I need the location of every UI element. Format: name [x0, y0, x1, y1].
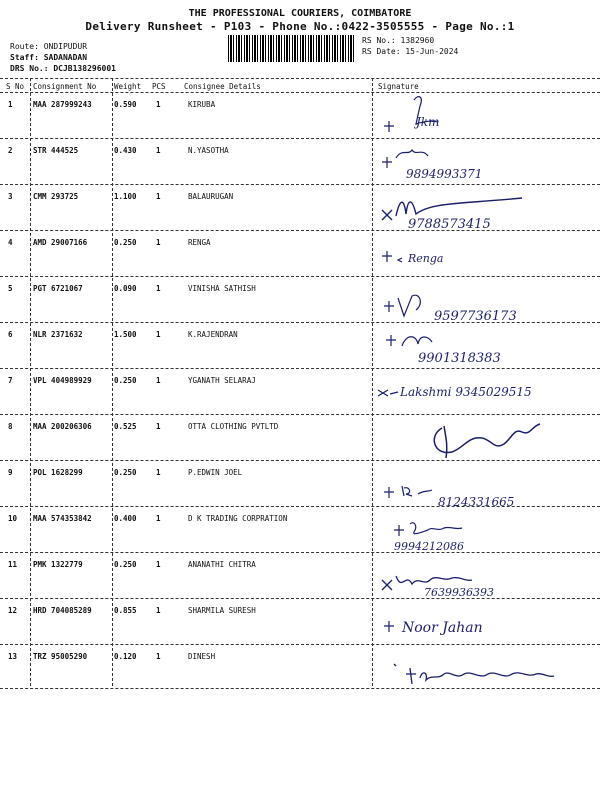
- signature-image: [372, 276, 600, 322]
- row-separator: [0, 368, 600, 369]
- row-pcs: 1: [156, 192, 161, 201]
- col-header-consignee: Consignee Details: [184, 82, 261, 91]
- row-separator: [0, 644, 600, 645]
- signature-image: [372, 460, 600, 506]
- row-signature: [372, 368, 600, 414]
- table-row: [0, 368, 600, 414]
- row-sno: 6: [8, 330, 13, 339]
- runsheet-header-title: THE PROFESSIONAL COURIERS, COIMBATORE: [188, 8, 412, 19]
- row-signature: [372, 460, 600, 506]
- header-rule-top: [0, 78, 600, 79]
- row-consignee: KIRUBA: [188, 100, 216, 109]
- staff-label: Staff: SADANADAN: [10, 53, 88, 62]
- table-row: [0, 92, 600, 138]
- row-separator: [0, 138, 600, 139]
- row-sno: 2: [8, 146, 13, 155]
- row-weight: 1.100: [114, 192, 137, 201]
- row-consignee: BALAURUGAN: [188, 192, 234, 201]
- table-row: [0, 552, 600, 598]
- row-pcs: 1: [156, 284, 161, 293]
- row-consignment: VPL 404989929: [33, 376, 92, 385]
- row-weight: 0.250: [114, 468, 137, 477]
- row-signature: [372, 552, 600, 598]
- signature-image: [372, 138, 600, 184]
- row-signature: [372, 92, 600, 138]
- row-sno: 5: [8, 284, 13, 293]
- row-sno: 1: [8, 100, 13, 109]
- row-sno: 3: [8, 192, 13, 201]
- row-separator: [0, 506, 600, 507]
- col-header-signature: Signature: [378, 82, 419, 91]
- row-consignment: MAA 200206306: [33, 422, 92, 431]
- row-sno: 11: [8, 560, 18, 569]
- col-header-pcs: PCS: [152, 82, 166, 91]
- row-consignment: MAA 287999243: [33, 100, 92, 109]
- row-consignment: MAA 574353842: [33, 514, 92, 523]
- row-signature: [372, 322, 600, 368]
- row-pcs: 1: [156, 652, 161, 661]
- table-row: [0, 506, 600, 552]
- row-weight: 0.090: [114, 284, 137, 293]
- row-consignment: POL 1628299: [33, 468, 83, 477]
- row-weight: 0.120: [114, 652, 137, 661]
- row-consignee: YGANATH SELARAJ: [188, 376, 256, 385]
- row-consignee: RENGA: [188, 238, 211, 247]
- signature-image: [372, 92, 600, 138]
- row-separator: [0, 276, 600, 277]
- signature-image: [372, 598, 600, 644]
- row-weight: 0.250: [114, 238, 137, 247]
- row-pcs: 1: [156, 560, 161, 569]
- svg-text:7639936393: 7639936393: [424, 586, 494, 598]
- row-signature: [372, 506, 600, 552]
- svg-text:Lakshmi 9345029515: Lakshmi 9345029515: [400, 385, 532, 399]
- signature-image: [372, 414, 600, 460]
- svg-text:Renga: Renga: [408, 252, 444, 265]
- row-weight: 0.525: [114, 422, 137, 431]
- signature-image: [372, 322, 600, 368]
- row-pcs: 1: [156, 376, 161, 385]
- row-consignee: ANANATHI CHITRA: [188, 560, 256, 569]
- row-weight: 0.590: [114, 100, 137, 109]
- row-consignee: N.YASOTHA: [188, 146, 229, 155]
- row-separator: [0, 184, 600, 185]
- row-pcs: 1: [156, 330, 161, 339]
- row-sno: 12: [8, 606, 18, 615]
- rs-date: RS Date: 15-Jun-2024: [362, 47, 459, 56]
- signature-image: [372, 230, 600, 276]
- row-consignment: AMD 29007166: [33, 238, 88, 247]
- row-pcs: 1: [156, 606, 161, 615]
- signature-image: [372, 552, 600, 598]
- row-signature: [372, 230, 600, 276]
- signature-image: [372, 644, 600, 690]
- row-sno: 8: [8, 422, 13, 431]
- row-signature: [372, 276, 600, 322]
- row-separator: [0, 598, 600, 599]
- row-consignment: HRD 704085289: [33, 606, 92, 615]
- col-header-weight: Weight: [114, 82, 142, 91]
- table-row: [0, 138, 600, 184]
- row-separator: [0, 230, 600, 231]
- rs-number: RS No.: 1382960: [362, 36, 435, 45]
- row-weight: 0.250: [114, 560, 137, 569]
- row-sno: 4: [8, 238, 13, 247]
- table-row: [0, 230, 600, 276]
- table-row: [0, 644, 600, 690]
- row-weight: 0.250: [114, 376, 137, 385]
- row-pcs: 1: [156, 100, 161, 109]
- row-signature: [372, 184, 600, 230]
- row-signature: [372, 138, 600, 184]
- drs-number: DRS No.: DCJB138296001: [10, 64, 116, 73]
- col-header-consignment: Consignment No: [33, 82, 97, 91]
- row-sno: 7: [8, 376, 13, 385]
- row-consignment: PMK 1322779: [33, 560, 83, 569]
- row-consignment: NLR 2371632: [33, 330, 83, 339]
- row-separator: [0, 322, 600, 323]
- row-consignee: DINESH: [188, 652, 216, 661]
- row-weight: 0.855: [114, 606, 137, 615]
- table-row: [0, 184, 600, 230]
- signature-image: [372, 368, 600, 414]
- svg-text:9994212086: 9994212086: [394, 540, 464, 552]
- runsheet-header-subtitle: Delivery Runsheet - P103 - Phone No.:0422-3505555 - Page No.:1: [85, 20, 515, 33]
- row-consignment: CMM 293725: [33, 192, 79, 201]
- row-pcs: 1: [156, 468, 161, 477]
- table-row: [0, 276, 600, 322]
- svg-text:8124331665: 8124331665: [438, 495, 515, 506]
- svg-text:Noor Jahan: Noor Jahan: [402, 620, 483, 636]
- row-consignment: PGT 6721067: [33, 284, 83, 293]
- row-consignee: SHARMILA SURESH: [188, 606, 256, 615]
- row-separator: [0, 688, 600, 689]
- row-consignment: STR 444525: [33, 146, 79, 155]
- table-row: [0, 460, 600, 506]
- row-weight: 1.500: [114, 330, 137, 339]
- barcode-image: [228, 35, 356, 62]
- row-separator: [0, 552, 600, 553]
- svg-text:9894993371: 9894993371: [406, 167, 483, 181]
- row-signature: [372, 414, 600, 460]
- row-pcs: 1: [156, 422, 161, 431]
- row-pcs: 1: [156, 514, 161, 523]
- table-row: [0, 322, 600, 368]
- row-sno: 10: [8, 514, 18, 523]
- row-signature: [372, 598, 600, 644]
- route-label: Route: ONDIPUDUR: [10, 42, 88, 51]
- row-separator: [0, 414, 600, 415]
- row-sno: 9: [8, 468, 13, 477]
- row-consignee: D K TRADING CORPRATION: [188, 514, 288, 523]
- row-consignee: P.EDWIN JOEL: [188, 468, 243, 477]
- row-separator: [0, 460, 600, 461]
- svg-text:9597736173: 9597736173: [434, 309, 517, 322]
- row-weight: 0.400: [114, 514, 137, 523]
- col-header-sno: S No: [6, 82, 25, 91]
- signature-image: [372, 506, 600, 552]
- svg-text:9788573415: 9788573415: [408, 217, 491, 230]
- row-consignee: K.RAJENDRAN: [188, 330, 238, 339]
- row-pcs: 1: [156, 238, 161, 247]
- table-row: [0, 414, 600, 460]
- svg-text:Jkm: Jkm: [416, 115, 440, 129]
- row-consignee: VINISHA SATHISH: [188, 284, 256, 293]
- svg-text:9901318383: 9901318383: [418, 351, 501, 366]
- row-signature: [372, 644, 600, 690]
- table-row: [0, 598, 600, 644]
- row-weight: 0.430: [114, 146, 137, 155]
- row-consignee: OTTA CLOTHING PVTLTD: [188, 422, 279, 431]
- row-pcs: 1: [156, 146, 161, 155]
- row-consignment: TRZ 95005290: [33, 652, 88, 661]
- signature-image: [372, 184, 600, 230]
- row-sno: 13: [8, 652, 18, 661]
